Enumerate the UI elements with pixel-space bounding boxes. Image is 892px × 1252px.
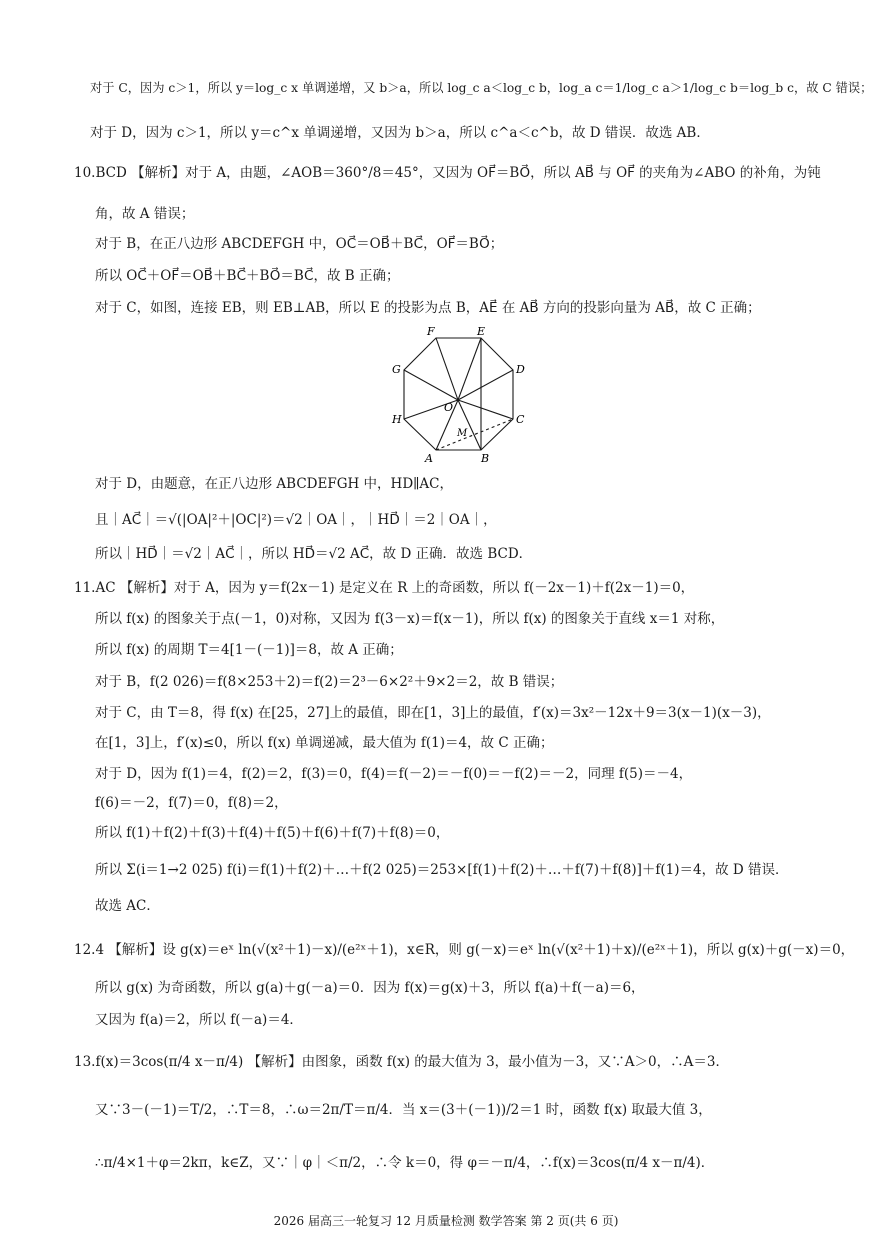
text-line: ∴π/4×1＋φ＝2kπ，k∈Z，又∵｜φ｜＜π/2，∴令 k＝0，得 φ＝－π/4，∴f(x)＝3cos(π/4 x－π/4)． <box>95 1155 715 1171</box>
text-line: 所以 f(1)＋f(2)＋f(3)＋f(4)＋f(5)＋f(6)＋f(7)＋f(8)＝0， <box>95 825 450 841</box>
label-e: E <box>477 325 486 338</box>
label-o: O <box>444 401 454 414</box>
text-line: 角，故 A 错误； <box>95 206 195 222</box>
label-f: F <box>427 325 435 338</box>
text-line: 所以 OC⃗＋OF⃗＝OB⃗＋BC⃗＋BO⃗＝BC⃗，故 B 正确； <box>95 268 400 284</box>
label-b: B <box>481 452 490 465</box>
text-line: 对于 D，由题意，在正八边形 ABCDEFGH 中，HD∥AC， <box>95 476 453 492</box>
text-line: 故选 AC． <box>95 898 160 914</box>
page-footer: 2026 届高三一轮复习 12 月质量检测 数学答案 第 2 页(共 6 页) <box>273 1214 619 1228</box>
text-line: 所以 f(x) 的图象关于点(－1，0)对称，又因为 f(3－x)＝f(x－1)，所以 f(x) 的图象关于直线 x＝1 对称， <box>95 611 725 627</box>
text-line: 且｜AC⃗｜＝√(|OA|²＋|OC|²)＝√2｜OA｜，｜HD⃗｜＝2｜OA｜， <box>95 512 497 528</box>
text-line: 对于 C，由 T＝8，得 f(x) 在[25，27]上的最值，即在[1，3]上的最值，f′(x)＝3x²－12x＋9＝3(x－1)(x－3)， <box>95 705 771 721</box>
text-line: 对于 D，因为 c＞1，所以 y＝c^x 单调递增，又因为 b＞a，所以 c^a＜c^b，故 D 错误．故选 AB． <box>90 125 710 141</box>
text-line: 对于 D，因为 f(1)＝4，f(2)＝2，f(3)＝0，f(4)＝f(－2)＝－f(0)＝－f(2)＝－2，同理 f(5)＝－4， <box>95 766 693 782</box>
text-line: 11.AC 【解析】对于 A，因为 y＝f(2x－1) 是定义在 R 上的奇函数，所以 f(－2x－1)＋f(2x－1)＝0， <box>74 580 695 596</box>
octagon-figure <box>380 322 530 467</box>
text-line: 所以 Σ(i＝1→2 025) f(i)＝f(1)＋f(2)＋…＋f(2 025)＝253×[f(1)＋f(2)＋…＋f(7)＋f(8)]＋f(1)＝4，故 D 错误． <box>95 862 789 878</box>
label-g: G <box>392 363 401 376</box>
text-line: 对于 B，在正八边形 ABCDEFGH 中，OC⃗＝OB⃗＋BC⃗，OF⃗＝BO⃗； <box>95 236 504 252</box>
text-line: 所以 g(x) 为奇函数，所以 g(a)＋g(－a)＝0．因为 f(x)＝g(x)＋3，所以 f(a)＋f(－a)＝6， <box>95 980 645 996</box>
text-line: 所以｜HD⃗｜＝√2｜AC⃗｜，所以 HD⃗＝√2 AC⃗，故 D 正确．故选 BCD． <box>95 546 533 562</box>
text-line: 13.f(x)＝3cos(π/4 x－π/4) 【解析】由图象，函数 f(x) 的最大值为 3，最小值为－3，又∵A＞0，∴A＝3． <box>74 1054 729 1070</box>
label-c: C <box>516 413 525 426</box>
text-line: f(6)＝－2，f(7)＝0，f(8)＝2， <box>95 795 288 811</box>
text-line: 对于 B，f(2 026)＝f(8×253＋2)＝f(2)＝2³－6×2²＋9×2＝2，故 B 错误； <box>95 674 564 690</box>
text-line: 所以 f(x) 的周期 T＝4[1－(－1)]＝8，故 A 正确； <box>95 642 403 658</box>
label-m: M <box>457 428 468 439</box>
text-line: 对于 C，因为 c＞1，所以 y＝log_c x 单调递增，又 b＞a，所以 log_c a＜log_c b，log_a c＝1/log_c a＞1/log_c b＝log_b c，故 C 错误； <box>90 81 873 95</box>
text-line: 在[1，3]上，f′(x)≤0，所以 f(x) 单调递减，最大值为 f(1)＝4，故 C 正确； <box>95 735 554 751</box>
text-line: 10.BCD 【解析】对于 A，由题，∠AOB＝360°/8＝45°，又因为 OF⃗＝BO⃗，所以 AB⃗ 与 OF⃗ 的夹角为∠ABO 的补角，为钝 <box>74 165 821 181</box>
text-line: 又因为 f(a)＝2，所以 f(－a)＝4． <box>95 1012 303 1028</box>
label-d: D <box>516 363 525 376</box>
text-line: 对于 C，如图，连接 EB，则 EB⊥AB，所以 E 的投影为点 B，AE⃗ 在 AB⃗ 方向的投影向量为 AB⃗，故 C 正确； <box>95 300 761 316</box>
text-line: 又∵3－(－1)＝T/2，∴T＝8，∴ω＝2π/T＝π/4．当 x＝(3＋(－1))/2＝1 时，函数 f(x) 取最大值 3， <box>95 1102 712 1118</box>
text-line: 12.4 【解析】设 g(x)＝eˣ ln(√(x²＋1)－x)/(e²ˣ＋1)，x∈R，则 g(－x)＝eˣ ln(√(x²＋1)＋x)/(e²ˣ＋1)，所以 g(x)＋g(－x)＝0， <box>74 942 855 958</box>
label-a: A <box>425 452 433 465</box>
label-h: H <box>392 413 402 426</box>
